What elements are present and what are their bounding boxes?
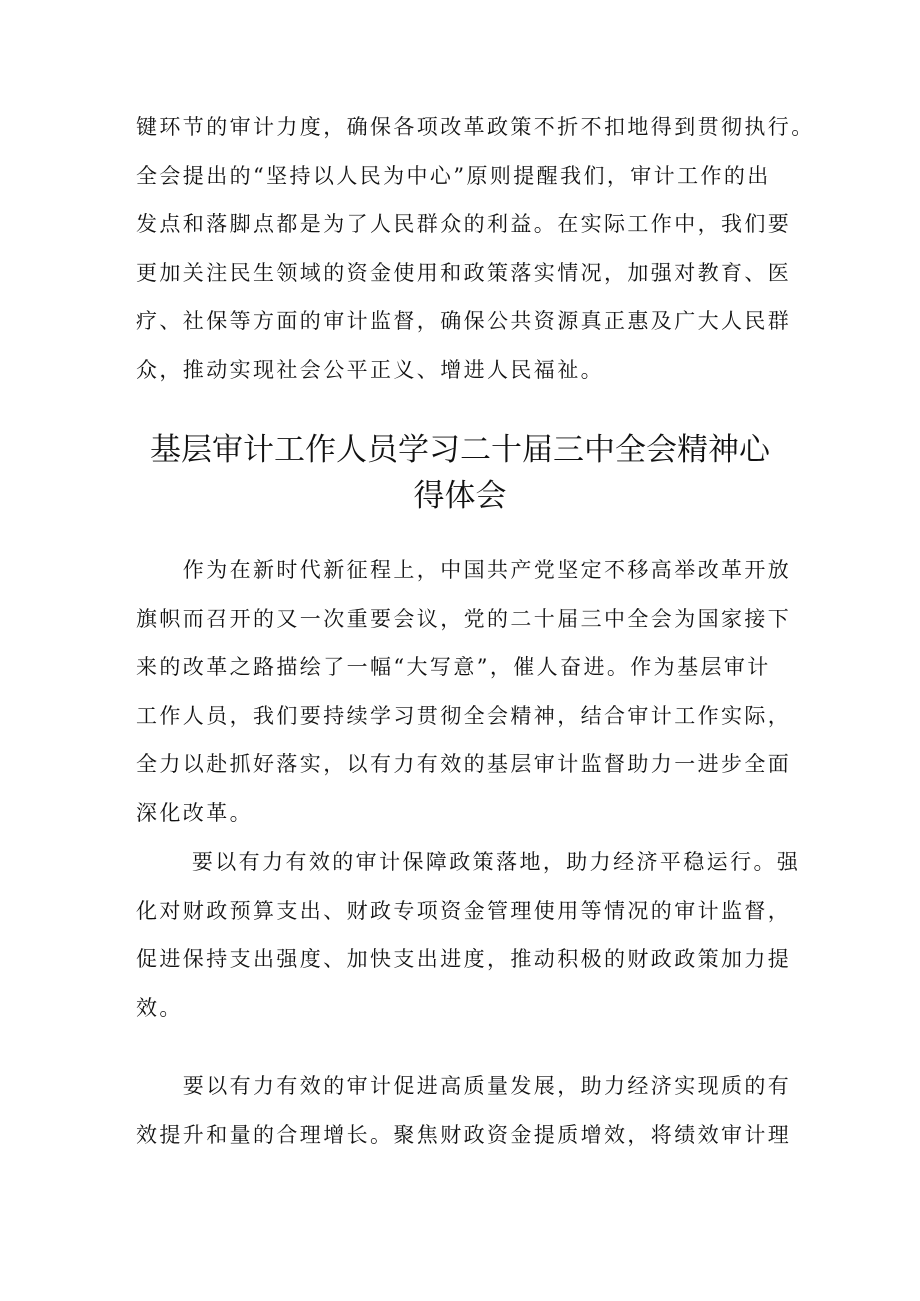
text-line: 全会提出的“坚持以人民为中心”原则提醒我们，审计工作的出 [136,163,771,188]
text-line: 要以有力有效的审计保障政策落地，助力经济平稳运行。强 [136,850,801,874]
top-paragraph [136,103,815,394]
text-line: 发点和落脚点都是为了人民群众的利益。在实际工作中，我们要 [136,212,792,236]
paragraph-policy [136,838,801,1032]
paragraph-intro [136,546,796,837]
text-line: 来的改革之路描绘了一幅“大写意”，催人奋进。作为基层审计 [136,655,771,679]
text-line: 要以有力有效的审计促进高质量发展，助力经济实现质的有 [136,1074,792,1098]
text-line: 作为在新时代新征程上，中国共产党坚定不移高举改革开放 [136,558,792,582]
text-line: 全力以赴抓好落实，以有力有效的基层审计监督助力一进步全面 [136,752,792,776]
text-line: 旗帜而召开的又一次重要会议，党的二十届三中全会为国家接下 [136,606,792,631]
heading-line: 得体会 [413,478,507,514]
section-heading [100,427,820,519]
heading-line: 基层审计工作人员学习二十届三中全会精神心 [150,432,770,468]
text-line: 促进保持支出强度、加快支出进度，推动积极的财政政策加力提 [136,947,792,971]
text-line: 疗、社保等方面的审计监督，确保公共资源真正惠及广大人民群 [136,309,792,333]
text-line: 更加关注民生领域的资金使用和政策落实情况，加强对教育、医 [136,260,792,285]
text-line: 效。 [136,995,183,1020]
paragraph-development [136,1062,796,1159]
text-line: 效提升和量的合理增长。聚焦财政资金提质增效，将绩效审计理 [136,1122,792,1147]
text-line: 工作人员，我们要持续学习贯彻全会精神，结合审计工作实际， [136,703,792,728]
text-line: 键环节的审计力度，确保各项改革政策不折不扣地得到贯彻执行。 [136,115,815,139]
text-line: 众，推动实现社会公平正义、增进人民福祉。 [136,357,604,382]
text-line: 化对财政预算支出、财政专项资金管理使用等情况的审计监督， [136,898,792,923]
text-line: 深化改革。 [136,800,253,825]
